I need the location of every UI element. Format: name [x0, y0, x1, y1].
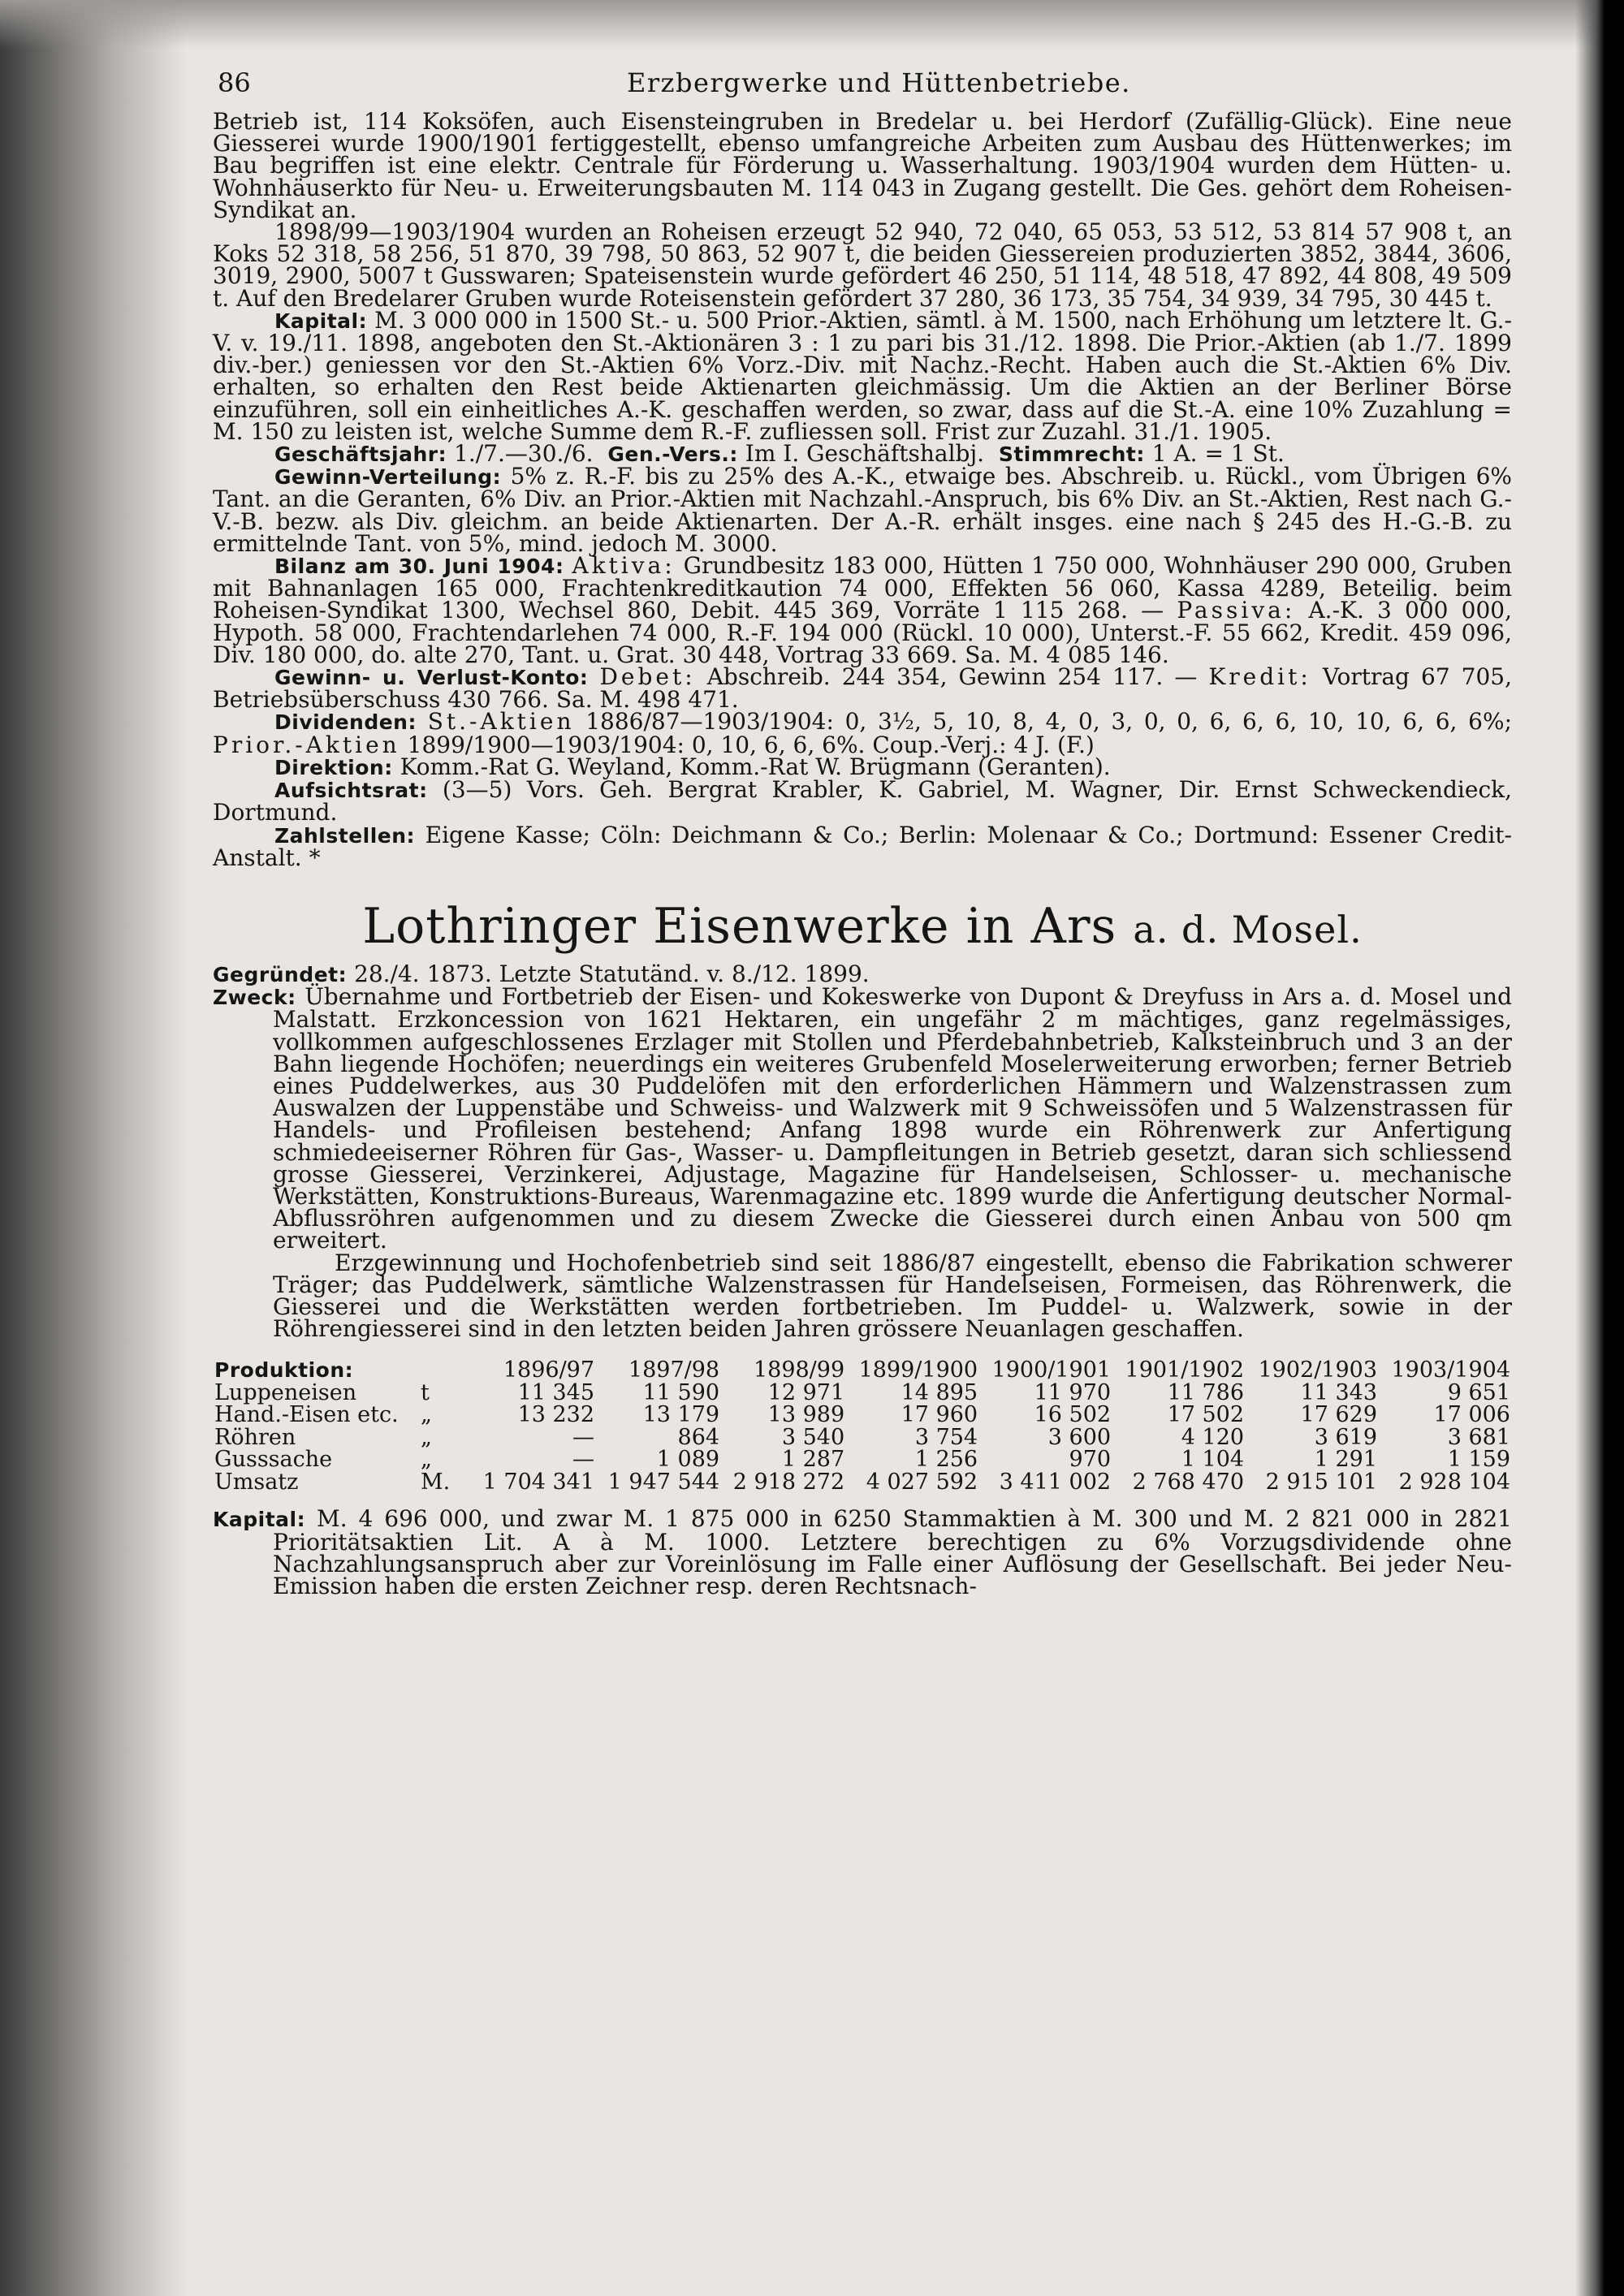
year-header: 1900/1901 — [991, 1357, 1112, 1383]
st-aktien-text: 1886/87—1903/1904: 0, 3½, 5, 10, 8, 4, 0, 3, 0, 0, 6, 6, 6, 10, 10, 6, 6, 6%; — [585, 708, 1513, 736]
table-cell: 2 768 470 — [1132, 1469, 1245, 1495]
year-header: 1897/98 — [628, 1357, 720, 1383]
section-text: 5% z. R.-F. bis zu 25% des A.-K., etwaige bes. Abschreib. u. Rückl., vom Übrigen 6% Tant. an die Geranten, 6% Div. an Prior.-Aktien mit Nachzahl.-Anspruch, bis 6% Div. an St.-Aktien, Rest nach G.-V.-B. bezw. als Div. gleichm. an beide Aktienarten. Der A.-R. erhält insges. eine nach § 245 des H.-G.-B. zu ermittelnde Tant. von 5%, mind. jedoch M. 3000. — [213, 463, 1512, 557]
zweck-paragraph-1 — [213, 983, 1512, 1254]
prior-aktien-text: 1899/1900—1903/1904: 0, 10, 6, 6, 6%. Coup.-Verj.: 4 J. (F.) — [407, 731, 1095, 758]
table-cell: 2 918 272 — [732, 1469, 845, 1495]
table-cell: 13 179 — [642, 1402, 720, 1428]
table-cell: 13 989 — [767, 1402, 845, 1428]
table-cell: 1 287 — [781, 1447, 845, 1473]
table-cell: 17 502 — [1167, 1402, 1245, 1428]
section-text: Eigene Kasse; Cöln: Deichmann & Co.; Berlin: Molenaar & Co.; Dortmund: Essener Credit-Anstalt. * — [213, 821, 1512, 871]
prev-gewinn-verlust — [213, 663, 1512, 714]
scan-shadow-left — [0, 0, 187, 2296]
scan-binding-edge — [1575, 0, 1624, 2296]
row-unit: „ — [421, 1402, 432, 1428]
table-cell: 11 590 — [642, 1379, 720, 1405]
prev-aufsichtsrat — [213, 776, 1513, 826]
row-label: Röhren — [214, 1424, 296, 1450]
page-number: 86 — [218, 67, 251, 98]
table-cell: 17 960 — [901, 1402, 978, 1428]
section-text: 1./7.—30./6. — [454, 440, 594, 468]
row-label: Hand.-Eisen etc. — [214, 1402, 399, 1428]
aktiva-text: Grundbesitz 183 000, Hütten 1 750 000, Wohnhäuser 290 000, Gruben mit Bahnanlagen 165 000, Frachtenkreditkaution 74 000, Effekten 56 060, Kassa 4289, Beteilig. beim Roheisen-Syndikat 1300, Wechsel 860, Debit. 445 369, Vorräte 1 115 268. — — [213, 552, 1512, 624]
gegruendet-line — [213, 960, 1512, 987]
passiva-label: Passiva: — [1177, 597, 1296, 624]
row-label: Gusssache — [214, 1447, 333, 1473]
table-cell: 970 — [1069, 1447, 1112, 1473]
table-cell: 3 600 — [1047, 1424, 1112, 1450]
prev-direktion — [213, 753, 1512, 780]
table-cell: 1 291 — [1314, 1447, 1378, 1473]
production-table — [213, 1359, 1512, 1493]
table-cell: 1 159 — [1447, 1447, 1510, 1473]
table-row — [213, 1404, 1512, 1426]
year-header: 1898/99 — [753, 1357, 845, 1383]
table-cell: 11 345 — [517, 1379, 595, 1405]
production-label: Produktion: — [214, 1358, 354, 1383]
section-label: Geschäftsjahr: — [274, 442, 447, 467]
table-cell: 2 928 104 — [1398, 1469, 1510, 1495]
section-label: Bilanz am 30. Juni 1904: — [274, 555, 564, 579]
table-cell: 3 754 — [914, 1424, 978, 1450]
table-cell: 2 915 101 — [1265, 1469, 1378, 1495]
section-label: Aufsichtsrat: — [274, 779, 428, 803]
row-unit: t — [421, 1379, 430, 1405]
kredit-text: Vortrag 67 705, Betriebsüberschuss 430 766. Sa. M. 498 471. — [213, 663, 1512, 714]
row-unit: M. — [421, 1469, 451, 1495]
scan-shadow-top — [0, 0, 1624, 49]
table-cell: 17 629 — [1300, 1402, 1378, 1428]
table-cell: 16 502 — [1034, 1402, 1112, 1428]
table-cell: 13 232 — [517, 1402, 595, 1428]
aktiva-label: Aktiva: — [572, 552, 676, 580]
running-header — [213, 67, 1512, 99]
table-cell: 1 256 — [914, 1447, 978, 1473]
company-name: Lothringer Eisenwerke in Ars — [362, 897, 1117, 955]
row-label: Luppeneisen — [214, 1379, 357, 1405]
section-text: Übernahme und Fortbetrieb der Eisen- und Kokeswerke von Dupont & Dreyfuss in Ars a. d. Mosel und Malstatt. Erzkoncession von 1621 Hektaren, ein ungefähr 2 m mächtiges, ganz regelmässiges, vollkommen aufgeschlossenes Erzlager mit Stollen und Pferdebahnbetrieb, Kalksteinbruch und 3 an der Bahn liegende Hochöfen; neuerdings ein weiteres Grubenfeld Moselerweiterung erworben; ferner Betrieb eines Puddelwerkes, aus 30 Puddelöfen mit den erforderlichen Hämmern und Walzenstrassen zum Auswalzen der Luppenstäbe und Schweiss- und Walzwerk mit 9 Schweissöfen und 5 Walzenstrassen für Handels- und Profileisen bestehend; Anfang 1898 wurde ein Röhrenwerk zur Anfertigung schmiedeeiserner Röhren für Gas-, Wasser- u. Dampfleitungen in Betrieb gesetzt, daran sich schliessend grosse Giesserei, Verzinkerei, Adjustage, Magazine für Handelseisen, Schlosser- u. mechanische Werkstätten, Konstruktions-Bureaus, Warenmagazine etc. 1899 wurde die Anfertigung deutscher Normal-Abflussröhren aufgenommen und zu diesem Zwecke die Giesserei durch einen Anbau von 500 qm erweitert. — [273, 983, 1512, 1254]
st-aktien-label: St.-Aktien — [427, 708, 575, 736]
debet-label: Debet: — [599, 663, 696, 691]
year-header: 1899/1900 — [858, 1357, 978, 1383]
table-cell: 11 343 — [1300, 1379, 1378, 1405]
section-text: 28./4. 1873. Letzte Statutänd. v. 8./12. 1899. — [354, 960, 870, 987]
production-header-row — [213, 1359, 1512, 1382]
debet-text: Abschreib. 244 354, Gewinn 254 117. — — [706, 663, 1198, 691]
section-text: M. 4 696 000, und zwar M. 1 875 000 in 6250 Stammaktien à M. 300 und M. 2 821 000 in 2821 Prioritätsaktien Lit. A à M. 1000. Letztere berechtigen zu 6% Vorzugsdividende ohne Nachzahlungsanspruch aber zur Voreinlösung im Falle einer Auflösung der Gesellschaft. Bei jeder Neu-Emission haben die ersten Zeichner resp. deren Rechtsnach- — [273, 1505, 1512, 1599]
table-row — [213, 1471, 1512, 1494]
table-cell: 11 970 — [1034, 1379, 1112, 1405]
section-label: Dividenden: — [274, 710, 417, 735]
company-heading — [213, 898, 1512, 958]
section-label: Kapital: — [213, 1508, 306, 1532]
zweck-paragraph-2: Erzgewinnung und Hochofenbetrieb sind seit 1886/87 eingestellt, ebenso die Fabrikation schwerer Träger; das Puddelwerk, sämtliche Walzenstrassen für Handelseisen, Formeisen, das Röhrenwerk, die Giesserei und die Werkstätten werden fortbetrieben. Im Puddel- u. Walzwerk, sowie in der Röhrengiesserei sind in den letzten beiden Jahren grössere Neuanlagen geschaffen. — [273, 1249, 1512, 1343]
table-cell: 14 895 — [901, 1379, 978, 1405]
kredit-label: Kredit: — [1208, 663, 1311, 691]
section-text: Im I. Geschäftshalbj. — [745, 440, 985, 468]
table-cell: 17 006 — [1433, 1402, 1510, 1428]
table-cell: 3 681 — [1447, 1424, 1510, 1450]
company-name-suffix: a. d. Mosel. — [1133, 907, 1363, 952]
section-text: Komm.-Rat G. Weyland, Komm.-Rat W. Brügmann (Geranten). — [400, 753, 1111, 780]
row-label: Umsatz — [214, 1469, 299, 1495]
section-label: Gewinn-Verteilung: — [274, 465, 502, 490]
year-header: 1902/1903 — [1258, 1357, 1378, 1383]
section-text: (3—5) Vors. Geh. Bergrat Krabler, K. Gabriel, M. Wagner, Dir. Ernst Schweckendieck, Dortmund. — [213, 776, 1513, 826]
section-label: Gegründet: — [213, 962, 348, 986]
section-label: Gewinn- u. Verlust-Konto: — [274, 666, 589, 690]
section-label: Zweck: — [213, 986, 296, 1010]
table-cell: 3 619 — [1314, 1424, 1378, 1450]
prior-aktien-label: Prior.-Aktien — [213, 731, 400, 758]
prev-dividenden — [213, 708, 1513, 758]
table-cell: 9 651 — [1447, 1379, 1510, 1405]
section-text: M. 3 000 000 in 1500 St.- u. 500 Prior.-Aktien, sämtl. à M. 1500, nach Erhöhung um letztere lt. G.-V. v. 19./11. 1898, angeboten den St.-Aktionären 3 : 1 zu pari bis 31./12. 1898. Die Prior.-Aktien (ab 1./7. 1899 div.-ber.) geniessen vor den St.-Aktien 6% Vorz.-Div. mit Nachz.-Recht. Haben auch die St.-Aktien 6% Div. erhalten, so erhalten den Rest beide Aktienarten gleichmässig. Um die Aktien an der Berliner Börse einzuführen, soll ein einheitliches A.-K. geschaffen werden, so zwar, dass auf die St.-A. eine 10% Zuzahlung = M. 150 zu leisten ist, welche Summe dem R.-F. zufliessen soll. Frist zur Zuzahl. 31./1. 1905. — [213, 306, 1513, 445]
document-page — [213, 67, 1512, 1597]
table-cell: 3 540 — [781, 1424, 845, 1450]
table-cell: 11 786 — [1167, 1379, 1245, 1405]
table-cell: 864 — [677, 1424, 720, 1450]
table-cell: 1 089 — [656, 1447, 720, 1473]
page-title: Erzbergwerke und Hüttenbetriebe. — [627, 67, 1131, 98]
passiva-text: A.-K. 3 000 000, Hypoth. 58 000, Frachtendarlehen 74 000, R.-F. 194 000 (Rückl. 10 000), Unterst.-F. 55 662, Kredit. 459 096, Div. 180 000, do. alte 270, Tant. u. Grat. 30 448, Vortrag 33 669. Sa. M. 4 085 146. — [213, 597, 1512, 668]
table-row — [213, 1382, 1512, 1405]
year-header: 1896/97 — [503, 1357, 595, 1383]
table-cell: 1 104 — [1181, 1447, 1245, 1473]
prev-gewinn-verteilung — [213, 465, 1512, 555]
kapital-paragraph — [213, 1505, 1512, 1599]
table-cell: — — [572, 1424, 595, 1450]
table-cell: 1 947 544 — [607, 1469, 720, 1495]
section-label: Kapital: — [274, 309, 368, 333]
table-cell: 3 411 002 — [999, 1469, 1112, 1495]
table-cell: — — [572, 1447, 595, 1473]
section-label: Stimmrecht: — [998, 442, 1145, 467]
kapital-section — [213, 1505, 1512, 1599]
prev-zahlstellen — [213, 821, 1512, 871]
table-row — [213, 1426, 1512, 1449]
row-unit: „ — [421, 1447, 432, 1473]
table-cell: 1 704 341 — [482, 1469, 595, 1495]
table-row — [213, 1448, 1512, 1471]
section-label: Zahlstellen: — [274, 823, 416, 848]
row-unit: „ — [421, 1424, 432, 1450]
zweck-section — [213, 983, 1512, 1343]
prev-company-paragraph-2: 1898/99—1903/1904 wurden an Roheisen erzeugt 52 940, 72 040, 65 053, 53 512, 53 814 57 908 t, an Koks 52 318, 58 256, 51 870, 39 798, 50 863, 52 907 t, die beiden Giessereien produzierten 3852, 3844, 3606, 3019, 2900, 5007 t Gusswaren; Spateisenstein wurde gefördert 46 250, 51 114, 48 518, 47 892, 44 808, 49 509 t. Auf den Bredelarer Gruben wurde Roteisenstein gefördert 37 280, 36 173, 35 754, 34 939, 34 795, 30 445 t. — [213, 218, 1512, 312]
section-label: Direktion: — [274, 755, 393, 779]
table-cell: 4 120 — [1181, 1424, 1245, 1450]
prev-bilanz — [213, 552, 1512, 668]
table-cell: 12 971 — [767, 1379, 845, 1405]
year-header: 1903/1904 — [1391, 1357, 1510, 1383]
year-header: 1901/1902 — [1125, 1357, 1245, 1383]
table-cell: 4 027 592 — [866, 1469, 978, 1495]
section-text: 1 A. = 1 St. — [1151, 440, 1285, 468]
prev-kapital-section — [213, 306, 1513, 445]
section-label: Gen.-Vers.: — [607, 442, 738, 467]
prev-company-paragraph-1: Betrieb ist, 114 Koksöfen, auch Eisensteingruben in Bredelar u. bei Herdorf (Zufällig-Glück). Eine neue Giesserei wurde 1900/1901 fertiggestellt, ebenso umfangreiche Arbeiten zum Ausbau des Hüttenwerkes; im Bau begriffen ist eine elektr. Centrale für Förderung u. Wasserhaltung. 1903/1904 wurden dem Hütten- u. Wohnhäuserkto für Neu- u. Erweiterungsbauten M. 114 043 in Zugang gestellt. Die Ges. gehört dem Roheisen-Syndikat an. — [213, 108, 1512, 223]
